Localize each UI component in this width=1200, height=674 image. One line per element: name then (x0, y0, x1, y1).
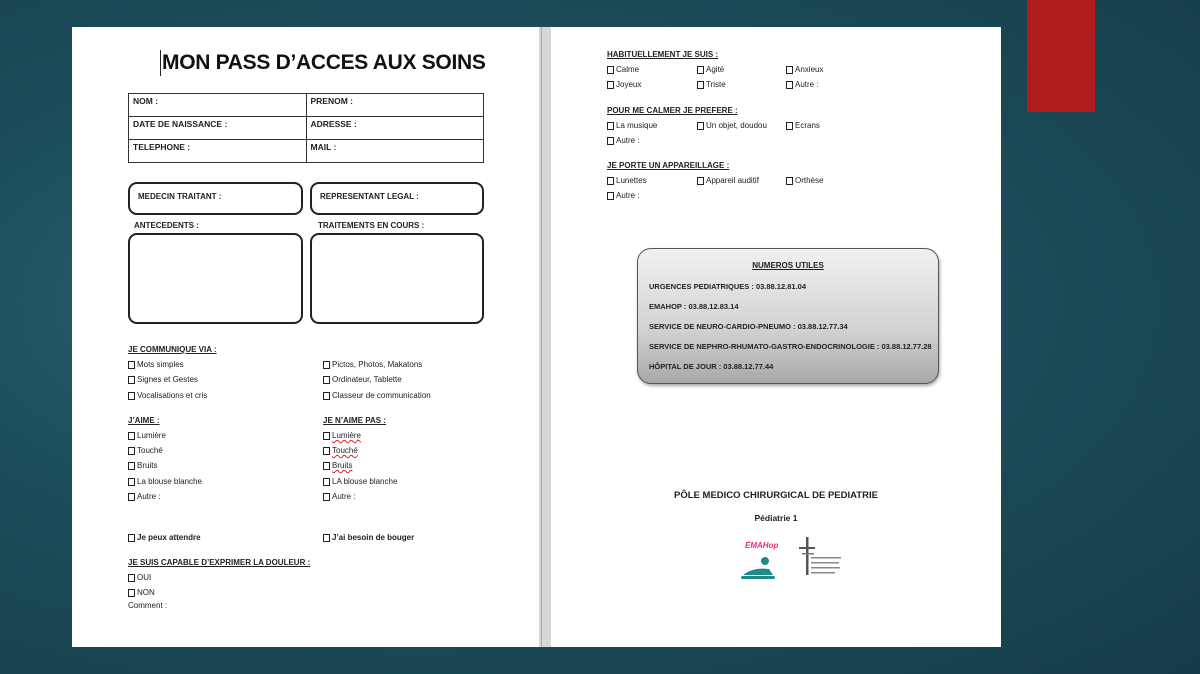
checkbox-icon (323, 478, 330, 486)
checkbox-calmer-autre[interactable]: Autre : (607, 136, 640, 145)
hospital-cross-logo-icon (797, 535, 843, 577)
checkbox-icon (128, 589, 135, 597)
checkbox-icon (323, 376, 330, 384)
checkbox-classeur[interactable]: Classeur de communication (323, 391, 431, 400)
checkbox-calme[interactable]: Calme (607, 65, 639, 74)
checkbox-aime-autre[interactable]: Autre : (128, 492, 161, 501)
checkbox-triste[interactable]: Triste (697, 80, 726, 89)
representant-legal-label: REPRESENTANT LEGAL : (320, 192, 419, 201)
checkbox-icon (786, 177, 793, 185)
checkbox-aime-blouse[interactable]: La blouse blanche (128, 477, 202, 486)
checkbox-icon (323, 493, 330, 501)
emahop-logo-text: ÉMAHop (745, 541, 779, 550)
numero-line: HÔPITAL DE JOUR : 03.88.12.77.44 (649, 362, 774, 371)
douleur-title: JE SUIS CAPABLE D’EXPRIMER LA DOULEUR : (128, 558, 311, 567)
checkbox-icon (128, 447, 135, 455)
red-accent-block (1027, 0, 1095, 112)
pediatrie-label: Pédiatrie 1 (754, 513, 798, 523)
checkbox-icon (323, 432, 330, 440)
checkbox-appareillage-autre[interactable]: Autre : (607, 191, 640, 200)
checkbox-icon (128, 462, 135, 470)
date-naissance-field[interactable]: DATE DE NAISSANCE : (129, 117, 307, 140)
checkbox-vocalisations[interactable]: Vocalisations et cris (128, 391, 207, 400)
checkbox-icon (697, 81, 704, 89)
checkbox-icon (323, 462, 330, 470)
checkbox-aimepas-autre[interactable]: Autre : (323, 492, 356, 501)
checkbox-icon (786, 122, 793, 130)
checkbox-icon (607, 66, 614, 74)
checkbox-icon (323, 447, 330, 455)
checkbox-icon (128, 376, 135, 384)
checkbox-icon (607, 192, 614, 200)
numero-line: SERVICE DE NEPHRO-RHUMATO-GASTRO-ENDOCRINOLOGIE : 03.88.12.77.28 (649, 342, 932, 351)
child-reading-icon (739, 553, 779, 583)
checkbox-aime-lumiere[interactable]: Lumière (128, 431, 166, 440)
left-page (72, 27, 539, 647)
prenom-field[interactable]: PRENOM : (306, 94, 484, 117)
checkbox-ecrans[interactable]: Ecrans (786, 121, 820, 130)
checkbox-aimepas-lumiere[interactable]: Lumière (323, 431, 361, 440)
checkbox-icon (786, 81, 793, 89)
checkbox-habituel-autre[interactable]: Autre : (786, 80, 819, 89)
checkbox-icon (323, 392, 330, 400)
medecin-traitant-box[interactable] (128, 182, 303, 215)
antecedents-box[interactable] (128, 233, 303, 324)
checkbox-oui[interactable]: OUI (128, 573, 151, 582)
aime-pas-title: JE N’AIME PAS : (323, 416, 386, 425)
checkbox-icon (128, 574, 135, 582)
checkbox-musique[interactable]: La musique (607, 121, 657, 130)
checkbox-attendre[interactable]: Je peux attendre (128, 533, 201, 542)
numero-line: SERVICE DE NEURO-CARDIO-PNEUMO : 03.88.12.77.34 (649, 322, 848, 331)
checkbox-icon (607, 122, 614, 130)
checkbox-icon (607, 137, 614, 145)
nom-field[interactable]: NOM : (129, 94, 307, 117)
communique-title: JE COMMUNIQUE VIA : (128, 345, 217, 354)
medecin-traitant-label: MEDECIN TRAITANT : (138, 192, 222, 201)
right-page (551, 27, 1001, 647)
page-title: MON PASS D’ACCES AUX SOINS (162, 51, 486, 74)
numeros-utiles-box (637, 248, 939, 384)
traitements-label: TRAITEMENTS EN COURS : (318, 221, 425, 230)
checkbox-icon (128, 392, 135, 400)
checkbox-aimepas-touche[interactable]: Touché (323, 446, 358, 455)
checkbox-mots-simples[interactable]: Mots simples (128, 360, 184, 369)
checkbox-icon (323, 361, 330, 369)
checkbox-aimepas-blouse[interactable]: LA blouse blanche (323, 477, 397, 486)
checkbox-icon (607, 177, 614, 185)
checkbox-bouger[interactable]: J’ai besoin de bouger (323, 533, 414, 542)
checkbox-ordinateur[interactable]: Ordinateur, Tablette (323, 375, 402, 384)
numeros-utiles-title: NUMEROS UTILES (752, 261, 824, 270)
numero-line: URGENCES PEDIATRIQUES : 03.88.12.81.04 (649, 282, 807, 291)
checkbox-icon (697, 66, 704, 74)
checkbox-icon (607, 81, 614, 89)
checkbox-aimepas-bruits[interactable]: Bruits (323, 461, 352, 470)
checkbox-icon (786, 66, 793, 74)
checkbox-anxieux[interactable]: Anxieux (786, 65, 823, 74)
numero-line: EMAHOP : 03.88.12.83.14 (649, 302, 739, 311)
checkbox-pictos[interactable]: Pictos, Photos, Makatons (323, 360, 422, 369)
page-gutter (539, 27, 551, 647)
representant-legal-box[interactable] (310, 182, 484, 215)
telephone-field[interactable]: TELEPHONE : (129, 140, 307, 163)
identity-table (128, 93, 484, 163)
text-cursor (160, 50, 161, 76)
traitements-box[interactable] (310, 233, 484, 324)
checkbox-appareil-auditif[interactable]: Appareil auditif (697, 176, 759, 185)
checkbox-icon (697, 177, 704, 185)
mail-field[interactable]: MAIL : (306, 140, 484, 163)
aime-title: J’AIME : (128, 416, 160, 425)
checkbox-lunettes[interactable]: Lunettes (607, 176, 647, 185)
checkbox-icon (697, 122, 704, 130)
checkbox-objet-doudou[interactable]: Un objet, doudou (697, 121, 767, 130)
calmer-title: POUR ME CALMER JE PREFERE : (607, 106, 738, 115)
checkbox-icon (323, 534, 330, 542)
checkbox-agite[interactable]: Agité (697, 65, 724, 74)
checkbox-icon (128, 432, 135, 440)
checkbox-aime-touche[interactable]: Touché (128, 446, 163, 455)
adresse-field[interactable]: ADRESSE : (306, 117, 484, 140)
habituellement-title: HABITUELLEMENT JE SUIS : (607, 50, 719, 59)
checkbox-non[interactable]: NON (128, 588, 155, 597)
emahop-logo (739, 541, 779, 581)
checkbox-aime-bruits[interactable]: Bruits (128, 461, 157, 470)
checkbox-orthese[interactable]: Orthèse (786, 176, 823, 185)
comment-label: Comment : (128, 601, 168, 610)
checkbox-joyeux[interactable]: Joyeux (607, 80, 641, 89)
antecedents-label: ANTECEDENTS : (134, 221, 199, 230)
checkbox-icon (128, 361, 135, 369)
checkbox-icon (128, 534, 135, 542)
appareillage-title: JE PORTE UN APPAREILLAGE : (607, 161, 730, 170)
pole-title: PÔLE MEDICO CHIRURGICAL DE PEDIATRIE (674, 490, 878, 501)
checkbox-icon (128, 493, 135, 501)
checkbox-signes-gestes[interactable]: Signes et Gestes (128, 375, 198, 384)
checkbox-icon (128, 478, 135, 486)
